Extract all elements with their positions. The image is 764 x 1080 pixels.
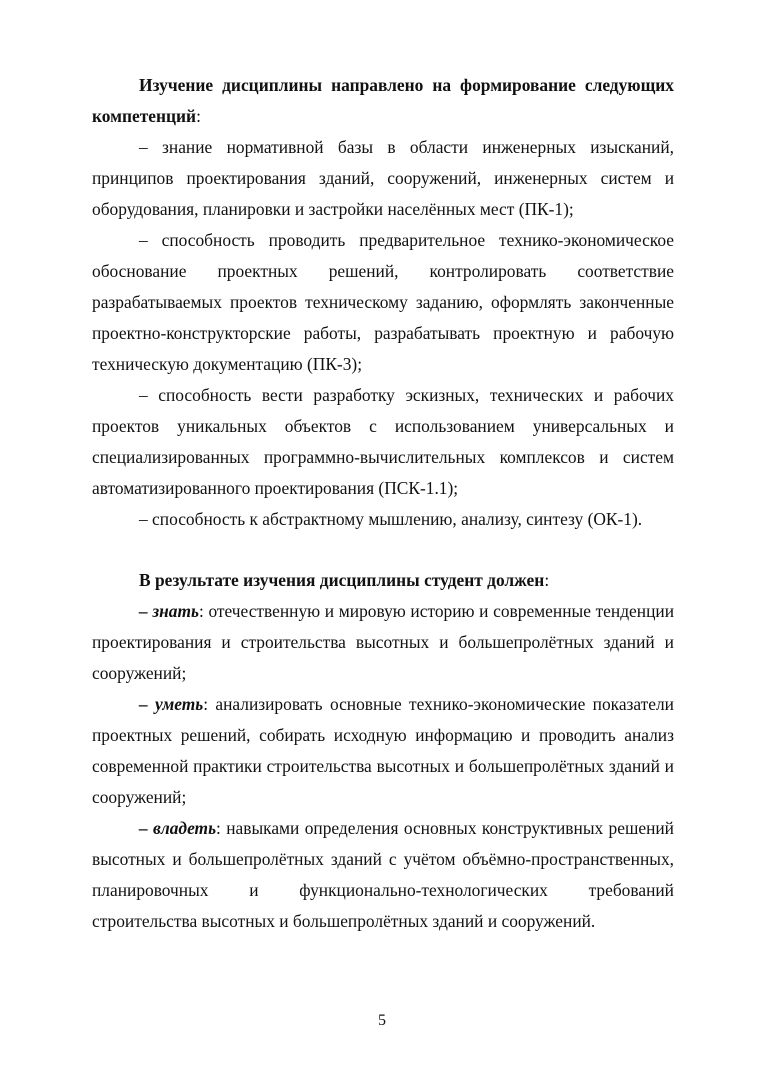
competencies-heading (92, 70, 674, 132)
results-heading-text: В результате изучения дисциплины студент должен (139, 570, 545, 590)
competency-item-pk3: – способность проводить предварительное технико-экономическое обоснование проектных решений, контролировать соответствие разрабатываемых проектов техническому заданию, оформлять законченные проектно-конструкторские работы, разрабатывать проектную и рабочую техническую документацию (ПК-3); (92, 230, 674, 374)
result-item-master (92, 813, 674, 937)
competency-item-ok1: – способность к абстрактному мышлению, анализу, синтезу (ОК-1). (139, 509, 643, 529)
competencies-heading-colon: : (196, 106, 201, 126)
section-spacer (92, 535, 674, 565)
page-body (92, 70, 674, 937)
result-term-able: – уметь (139, 694, 204, 714)
results-heading (92, 565, 674, 596)
page-number: 5 (378, 1012, 386, 1029)
competency-item-psk11: – способность вести разработку эскизных, технических и рабочих проектов уникальных объектов с использованием универсальных и специализированных программно-вычислительных комплексов и систем автоматизированного проектирования (ПСК-1.1); (92, 385, 674, 498)
result-item-able (92, 689, 674, 813)
results-heading-colon: : (544, 570, 550, 590)
competency-item-pk1: – знание нормативной базы в области инженерных изысканий, принципов проектирования зданий, сооружений, инженерных систем и оборудования, планировки и застройки населённых мест (ПК-1); (92, 137, 674, 219)
competencies-heading-text: Изучение дисциплины направлено на формирование следующих компетенций (92, 75, 674, 126)
result-text-master: : навыками определения основных конструктивных решений высотных и большепролётных зданий с учётом объёмно-пространственных, планировочных и функционально-технологических требований строительства высотных и большепролётных зданий и сооружений. (92, 818, 674, 931)
result-term-know: – знать (139, 601, 199, 621)
result-item-know (92, 596, 674, 689)
result-text-able: : анализировать основные технико-экономические показатели проектных решений, собирать исходную информацию и проводить анализ современной практики строительства высотных и большепролётных зданий и сооружений; (92, 694, 674, 807)
result-term-master: – владеть (139, 818, 217, 838)
result-text-know: : отечественную и мировую историю и современные тенденции проектирования и строительства высотных и большепролётных зданий и сооружений; (92, 601, 674, 683)
